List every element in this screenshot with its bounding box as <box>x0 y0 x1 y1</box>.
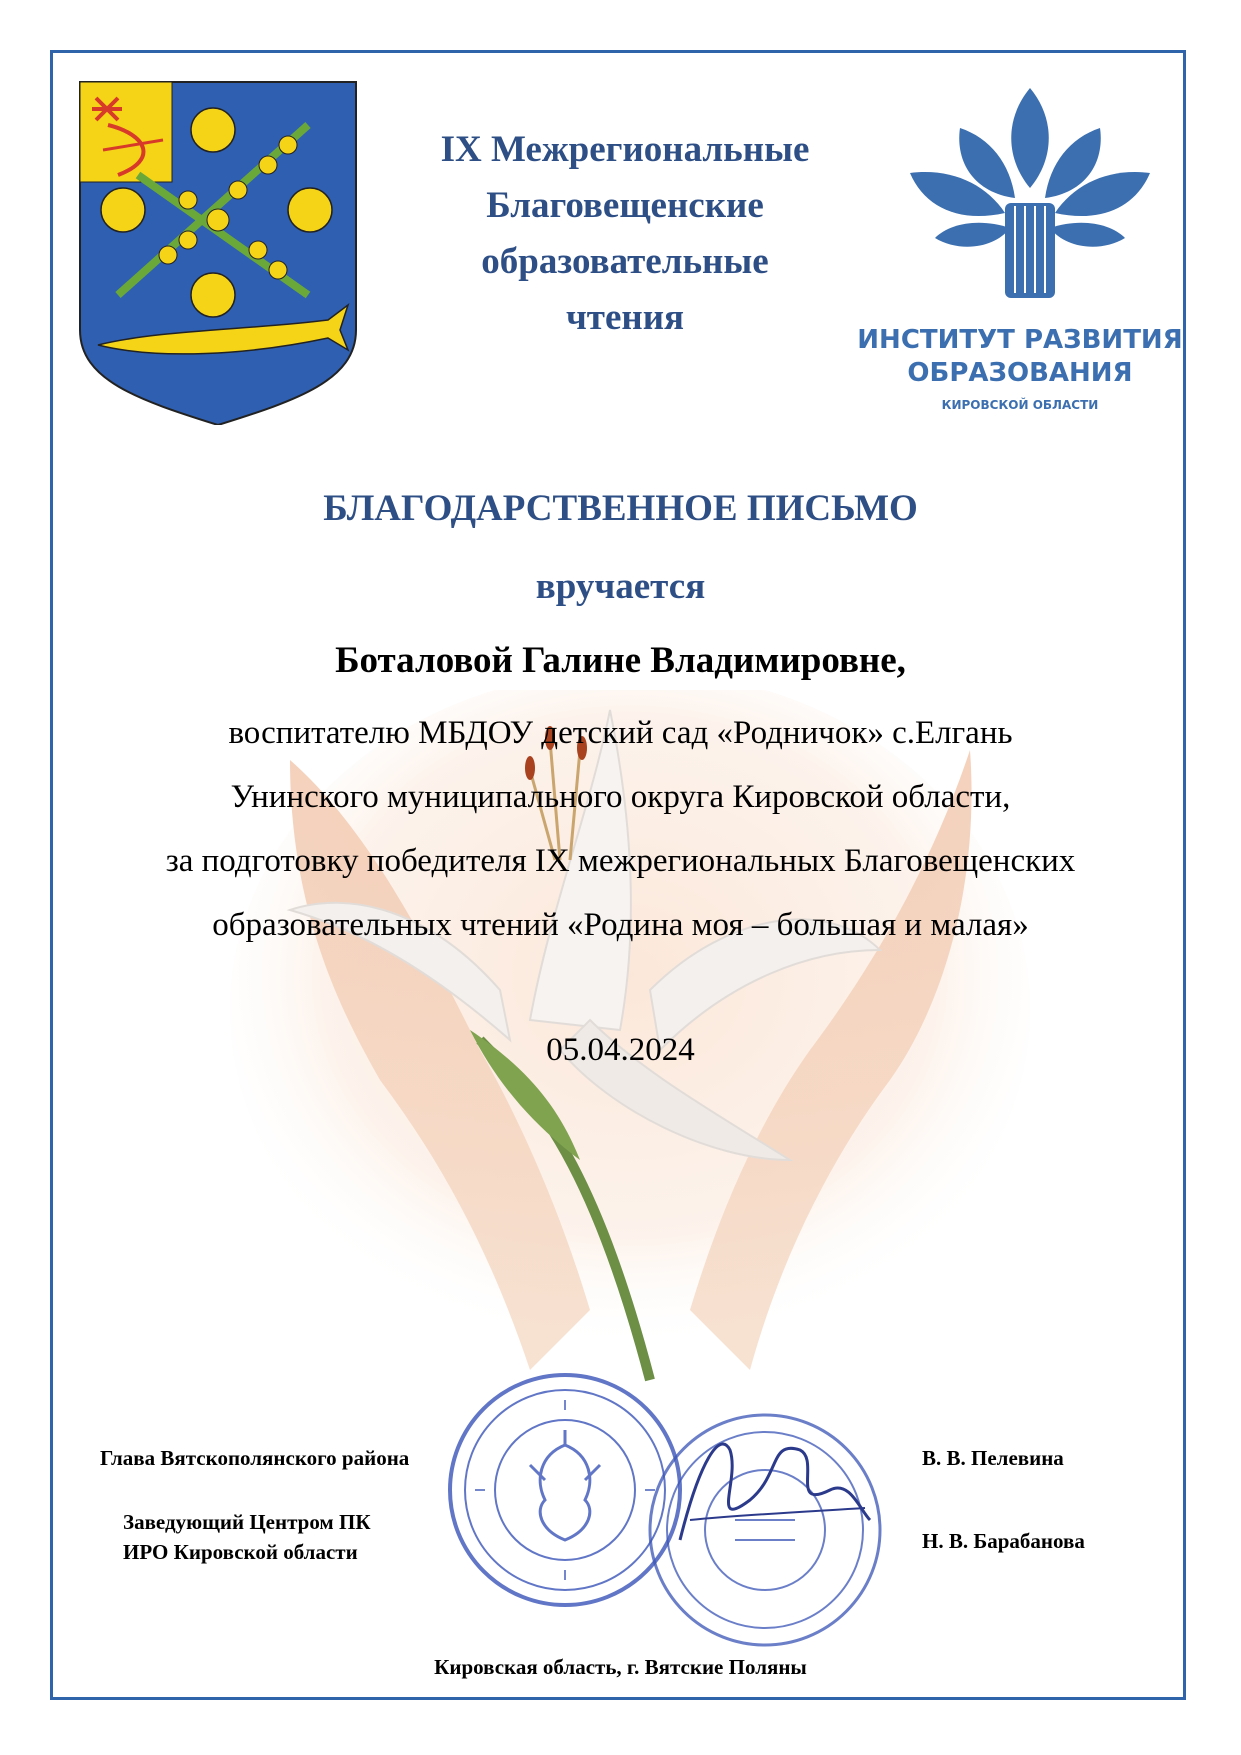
body-line: Унинского муниципального округа Кировской области, <box>230 779 1011 815</box>
signature-name: В. В. Пелевина <box>922 1446 1064 1470</box>
signature-position: Заведующий Центром ПК <box>123 1510 371 1534</box>
recipient-name: Боталовой Галине Владимировне, <box>335 640 906 681</box>
document-title: БЛАГОДАРСТВЕННОЕ ПИСЬМО <box>323 488 918 529</box>
iro-region: КИРОВСКОЙ ОБЛАСТИ <box>941 398 1099 412</box>
body-line: образовательных чтений «Родина моя – большая и малая» <box>212 907 1029 943</box>
coat-of-arms-icon <box>78 80 358 425</box>
event-title-line: чтения <box>565 297 685 338</box>
iro-name-line2: ОБРАЗОВАНИЯ <box>907 358 1133 388</box>
event-title-line: IX Межрегиональные <box>440 129 810 170</box>
issue-date: 05.04.2024 <box>546 1032 695 1068</box>
event-title <box>390 122 860 346</box>
footer-place: Кировская область, г. Вятские Поляны <box>434 1655 807 1679</box>
iro-name-line1: ИНСТИТУТ РАЗВИТИЯ <box>857 325 1183 355</box>
presented-label: вручается <box>535 566 706 607</box>
tree-logo-icon <box>905 88 1155 308</box>
signature-position: Глава Вятскополянского района <box>100 1446 410 1470</box>
event-title-line: Благовещенские <box>486 185 764 226</box>
signature-name: Н. В. Барабанова <box>922 1529 1085 1553</box>
event-title-line: образовательные <box>481 241 769 282</box>
signature-position: ИРО Кировской области <box>123 1540 358 1564</box>
body-line: воспитателю МБДОУ детский сад «Родничок» с.Елгань <box>228 715 1013 751</box>
signature-icon <box>660 1420 880 1560</box>
body-line: за подготовку победителя IX межрегиональных Благовещенских <box>165 843 1076 879</box>
